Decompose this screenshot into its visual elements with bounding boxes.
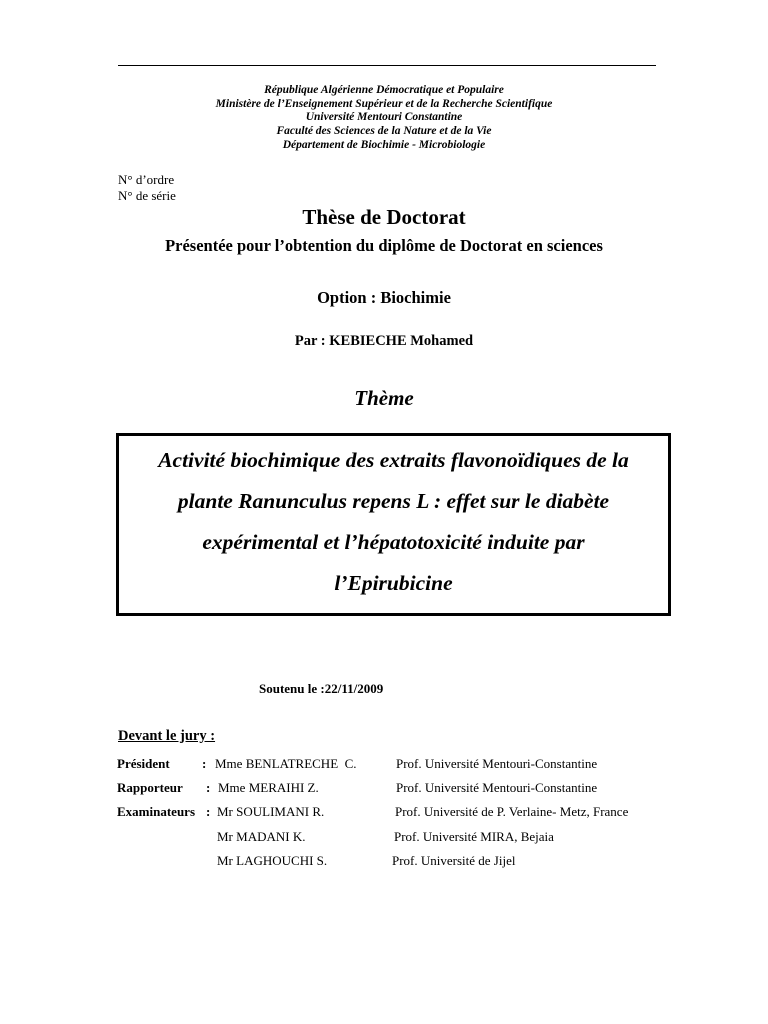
jury-role: Examinateurs: [117, 804, 195, 819]
header-line-faculty: Faculté des Sciences de la Nature et de la Vie: [276, 125, 492, 138]
thesis-author: Par : KEBIECHE Mohamed: [294, 333, 474, 349]
jury-affiliation: Prof. Université Mentouri-Constantine: [396, 780, 598, 795]
theme-line: expérimental et l’hépatotoxicité induite par: [202, 530, 585, 554]
jury-name: Mme BENLATRECHE C.: [215, 756, 357, 771]
jury-name: Mme MERAIHI Z.: [218, 780, 319, 795]
theme-label: Thème: [354, 386, 414, 410]
series-number-label: N° de série: [118, 188, 176, 203]
top-rule: [118, 65, 656, 66]
theme-text: [119, 440, 668, 604]
thesis-subtitle: Présentée pour l’obtention du diplôme de Doctorat en sciences: [165, 236, 603, 255]
header-line-university: Université Mentouri Constantine: [305, 111, 463, 124]
jury-affiliation: Prof. Université Mentouri-Constantine: [396, 756, 598, 771]
jury-role: Rapporteur: [117, 780, 183, 795]
jury-row: [0, 804, 768, 826]
jury-role: Président: [117, 756, 170, 771]
thesis-option: Option : Biochimie: [317, 288, 451, 307]
jury-affiliation: Prof. Université MIRA, Bejaia: [394, 829, 554, 844]
institution-header: [0, 84, 768, 153]
header-line-ministry: Ministère de l’Enseignement Supérieur et de la Recherche Scientifique: [215, 97, 553, 110]
jury-colon: :: [202, 756, 207, 771]
theme-box: [116, 433, 671, 616]
jury-name: Mr LAGHOUCHI S.: [217, 853, 328, 868]
jury-colon: :: [206, 804, 211, 819]
defense-date: Soutenu le :22/11/2009: [259, 681, 384, 696]
jury-affiliation: Prof. Université de P. Verlaine- Metz, France: [395, 804, 629, 819]
jury-row: [0, 780, 768, 802]
jury-heading: Devant le jury :: [118, 728, 216, 744]
thesis-title: Thèse de Doctorat: [302, 205, 466, 229]
jury-colon: :: [206, 780, 211, 795]
header-line-republic: République Algérienne Démocratique et Populaire: [264, 84, 504, 96]
jury-row: [0, 829, 768, 851]
header-line-department: Département de Biochimie - Microbiologie: [282, 138, 486, 151]
jury-name: Mr MADANI K.: [217, 829, 306, 844]
jury-row: [0, 853, 768, 875]
identifier-block: [118, 172, 176, 204]
theme-line: Activité biochimique des extraits flavonoïdiques de la: [158, 448, 629, 472]
jury-row: [0, 756, 768, 778]
jury-affiliation: Prof. Université de Jijel: [392, 853, 516, 868]
theme-line: l’Epirubicine: [334, 571, 453, 595]
jury-name: Mr SOULIMANI R.: [217, 804, 325, 819]
theme-line: plante Ranunculus repens L : effet sur le diabète: [177, 489, 610, 513]
order-number-label: N° d’ordre: [118, 172, 175, 187]
